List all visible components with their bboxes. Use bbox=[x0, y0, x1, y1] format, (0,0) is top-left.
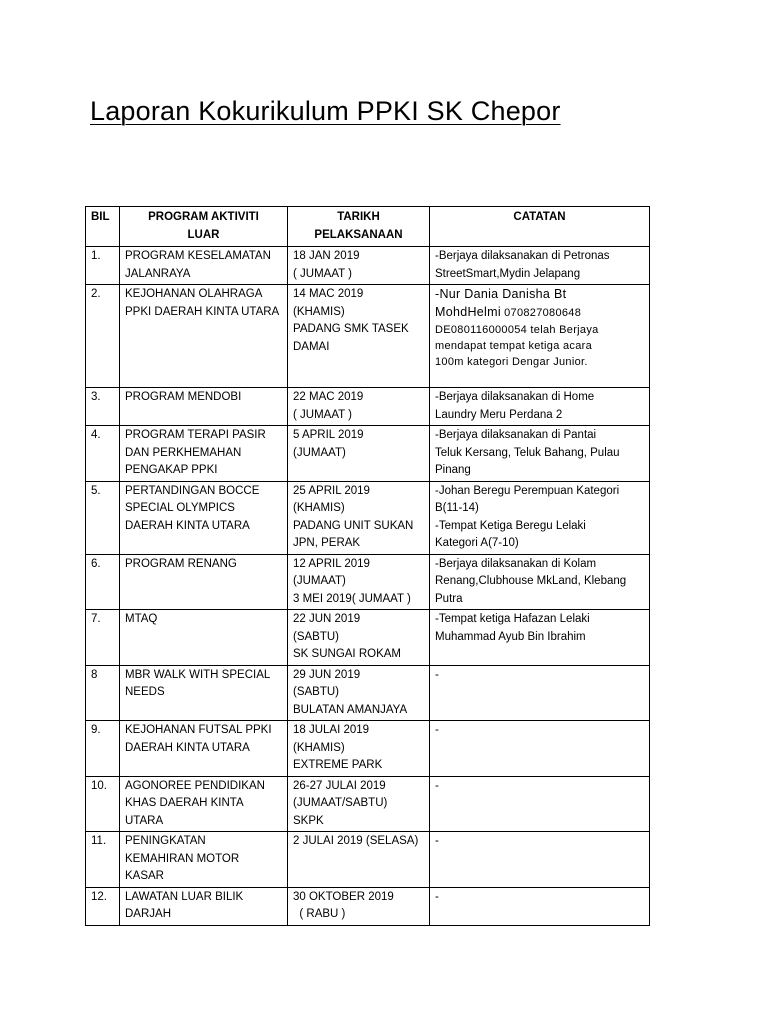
cell-line: BULATAN AMANJAYA bbox=[293, 703, 408, 716]
table-row bbox=[86, 247, 650, 285]
cell-program bbox=[120, 887, 288, 925]
cell-line: PADANG UNIT SUKAN bbox=[293, 519, 414, 532]
cell-line: SKPK bbox=[293, 814, 324, 827]
cell-line: PENGAKAP PPKI bbox=[125, 464, 218, 476]
table-header-row bbox=[86, 207, 650, 247]
cell-line: ( JUMAAT ) bbox=[293, 408, 352, 421]
cell-bil: 3. bbox=[86, 388, 120, 426]
cell-program bbox=[120, 481, 288, 554]
cell-tarikh bbox=[288, 887, 430, 925]
cell-program bbox=[120, 721, 288, 777]
cell-line: PROGRAM KESELAMATAN bbox=[125, 250, 271, 262]
cell-catatan bbox=[430, 610, 650, 666]
cell-line: LAWATAN LUAR BILIK bbox=[125, 890, 244, 903]
cell-line: KHAS DAERAH KINTA bbox=[125, 797, 244, 809]
cell-line: JPN, PERAK bbox=[293, 537, 361, 549]
cell-line: ( RABU ) bbox=[293, 908, 346, 920]
cell-line: PADANG SMK TASEK bbox=[293, 323, 409, 335]
cell-catatan bbox=[430, 426, 650, 482]
table-row bbox=[86, 481, 650, 554]
cell-line: (KHAMIS) bbox=[293, 741, 345, 754]
table-row bbox=[86, 832, 650, 888]
phone-number: 070827080648 bbox=[504, 306, 582, 319]
header-program bbox=[120, 207, 288, 247]
cell-line: DAMAI bbox=[293, 340, 330, 353]
cell-program bbox=[120, 776, 288, 832]
cell-line: 3 MEI 2019( JUMAAT ) bbox=[293, 592, 411, 605]
cell-line: -Berjaya dilaksanakan di Home bbox=[435, 391, 595, 403]
cell-program bbox=[120, 832, 288, 888]
header-program-line: LUAR bbox=[187, 228, 220, 241]
cell-bil: 4. bbox=[86, 426, 120, 482]
cell-line: KEJOHANAN OLAHRAGA bbox=[125, 288, 263, 300]
cell-line: 26-27 JULAI 2019 bbox=[293, 779, 386, 792]
header-tarikh bbox=[288, 207, 430, 247]
cell-line: Teluk Kersang, Teluk Bahang, Pulau bbox=[435, 446, 620, 459]
cell-line: EXTREME PARK bbox=[293, 759, 383, 771]
cell-line: (JUMAAT) bbox=[293, 575, 346, 587]
cell-line: (SABTU) bbox=[293, 630, 339, 643]
table-row bbox=[86, 388, 650, 426]
cell-line: StreetSmart,Mydin Jelapang bbox=[435, 267, 581, 280]
cell-line: (SABTU) bbox=[293, 686, 339, 698]
cell-line: 14 MAC 2019 bbox=[293, 288, 364, 300]
cell-line: - bbox=[435, 724, 439, 736]
cell-line: DAERAH KINTA UTARA bbox=[125, 519, 250, 532]
cell-bil: 7. bbox=[86, 610, 120, 666]
table-row bbox=[86, 665, 650, 721]
cell-line: DARJAH bbox=[125, 908, 172, 920]
table-row bbox=[86, 610, 650, 666]
cell-tarikh bbox=[288, 610, 430, 666]
cell-line: -Tempat Ketiga Beregu Lelaki bbox=[435, 519, 586, 532]
cell-line: Muhammad Ayub Bin Ibrahim bbox=[435, 630, 586, 643]
cell-catatan bbox=[430, 247, 650, 285]
cell-line: DE080116000054 telah Berjaya bbox=[435, 324, 599, 336]
cell-line: JALANRAYA bbox=[125, 267, 191, 280]
cell-program bbox=[120, 388, 288, 426]
cell-bil: 5. bbox=[86, 481, 120, 554]
cell-program bbox=[120, 610, 288, 666]
cell-line: -Tempat ketiga Hafazan Lelaki bbox=[435, 613, 590, 625]
cell-line: Putra bbox=[435, 592, 463, 605]
kokurikulum-report-table bbox=[85, 206, 650, 926]
cell-line: (KHAMIS) bbox=[293, 305, 345, 318]
cell-tarikh bbox=[288, 285, 430, 388]
cell-line: ( JUMAAT ) bbox=[293, 267, 352, 280]
cell-line: - bbox=[435, 779, 439, 792]
cell-line: 100m kategori Dengar Junior. bbox=[435, 356, 588, 368]
cell-line: PROGRAM MENDOBI bbox=[125, 391, 242, 403]
cell-line: Kategori A(7-10) bbox=[435, 537, 519, 549]
cell-line: (KHAMIS) bbox=[293, 502, 345, 514]
cell-line: 22 MAC 2019 bbox=[293, 391, 364, 403]
cell-line: PROGRAM RENANG bbox=[125, 557, 237, 570]
cell-line: 29 JUN 2019 bbox=[293, 668, 361, 681]
cell-line: Pinang bbox=[435, 464, 471, 476]
table-row bbox=[86, 554, 650, 610]
cell-line: PENINGKATAN bbox=[125, 835, 206, 847]
cell-line: -Berjaya dilaksanakan di Kolam bbox=[435, 557, 597, 570]
student-name-part: MohdHelmi bbox=[435, 304, 501, 319]
cell-tarikh bbox=[288, 776, 430, 832]
cell-line: 22 JUN 2019 bbox=[293, 613, 361, 625]
header-tarikh-line: PELAKSANAAN bbox=[314, 228, 403, 241]
table-row bbox=[86, 776, 650, 832]
cell-bil: 1. bbox=[86, 247, 120, 285]
cell-line: PROGRAM TERAPI PASIR bbox=[125, 429, 266, 441]
cell-catatan bbox=[430, 887, 650, 925]
table-row bbox=[86, 887, 650, 925]
cell-program bbox=[120, 285, 288, 388]
cell-line: 18 JULAI 2019 bbox=[293, 724, 370, 736]
cell-catatan bbox=[430, 388, 650, 426]
cell-line: Renang,Clubhouse MkLand, Klebang bbox=[435, 575, 627, 587]
cell-bil: 2. bbox=[86, 285, 120, 388]
header-bil: BIL bbox=[86, 207, 120, 247]
cell-line: 30 OKTOBER 2019 bbox=[293, 890, 394, 903]
cell-line: -Berjaya dilaksanakan di Pantai bbox=[435, 429, 597, 441]
cell-line: KEJOHANAN FUTSAL PPKI bbox=[125, 724, 272, 736]
cell-tarikh bbox=[288, 426, 430, 482]
table-row bbox=[86, 285, 650, 388]
cell-line: (JUMAAT/SABTU) bbox=[293, 797, 388, 809]
cell-catatan bbox=[430, 481, 650, 554]
cell-line: DAN PERKHEMAHAN bbox=[125, 446, 242, 459]
cell-catatan bbox=[430, 832, 650, 888]
cell-bil: 6. bbox=[86, 554, 120, 610]
cell-program bbox=[120, 247, 288, 285]
cell-line: -Nur Dania Danisha Bt bbox=[435, 287, 567, 301]
cell-tarikh bbox=[288, 832, 430, 888]
cell-bil: 12. bbox=[86, 887, 120, 925]
header-catatan: CATATAN bbox=[430, 207, 650, 247]
cell-line: SK SUNGAI ROKAM bbox=[293, 648, 401, 660]
cell-line: NEEDS bbox=[125, 686, 165, 698]
cell-line: MTAQ bbox=[125, 613, 158, 625]
cell-line: KASAR bbox=[125, 870, 164, 882]
cell-line: DAERAH KINTA UTARA bbox=[125, 741, 250, 754]
cell-bil: 10. bbox=[86, 776, 120, 832]
cell-line: 18 JAN 2019 bbox=[293, 250, 360, 262]
cell-line: B(11-14) bbox=[435, 502, 479, 514]
cell-line: AGONOREE PENDIDIKAN bbox=[125, 779, 265, 792]
cell-tarikh bbox=[288, 481, 430, 554]
cell-catatan bbox=[430, 665, 650, 721]
cell-line: - bbox=[435, 890, 439, 903]
cell-program bbox=[120, 426, 288, 482]
cell-program bbox=[120, 554, 288, 610]
cell-catatan bbox=[430, 285, 650, 388]
cell-line: (JUMAAT) bbox=[293, 446, 346, 459]
cell-tarikh bbox=[288, 554, 430, 610]
cell-line: - bbox=[435, 668, 439, 681]
cell-line bbox=[435, 304, 644, 323]
cell-line: - bbox=[435, 835, 439, 847]
cell-line: 5 APRIL 2019 bbox=[293, 429, 364, 441]
page-title: Laporan Kokurikulum PPKI SK Chepor bbox=[90, 96, 561, 126]
header-tarikh-line: TARIKH bbox=[337, 211, 380, 223]
cell-tarikh bbox=[288, 665, 430, 721]
header-program-line: PROGRAM AKTIVITI bbox=[148, 211, 259, 223]
cell-line: 25 APRIL 2019 bbox=[293, 484, 370, 497]
cell-line: 2 JULAI 2019 (SELASA) bbox=[293, 835, 419, 847]
cell-line: -Johan Beregu Perempuan Kategori bbox=[435, 484, 620, 497]
cell-line: KEMAHIRAN MOTOR bbox=[125, 852, 240, 865]
cell-catatan bbox=[430, 554, 650, 610]
cell-line: MBR WALK WITH SPECIAL bbox=[125, 668, 271, 681]
cell-line: PERTANDINGAN BOCCE bbox=[125, 484, 260, 497]
cell-bil: 11. bbox=[86, 832, 120, 888]
cell-catatan bbox=[430, 776, 650, 832]
cell-line: 12 APRIL 2019 bbox=[293, 557, 370, 570]
cell-bil: 8 bbox=[86, 665, 120, 721]
cell-line: Laundry Meru Perdana 2 bbox=[435, 408, 563, 421]
cell-line: SPECIAL OLYMPICS bbox=[125, 502, 235, 514]
cell-bil: 9. bbox=[86, 721, 120, 777]
cell-tarikh bbox=[288, 247, 430, 285]
cell-line: PPKI DAERAH KINTA UTARA bbox=[125, 305, 280, 318]
cell-program bbox=[120, 665, 288, 721]
cell-tarikh bbox=[288, 721, 430, 777]
cell-line: -Berjaya dilaksanakan di Petronas bbox=[435, 250, 610, 262]
cell-line: UTARA bbox=[125, 814, 164, 827]
cell-tarikh bbox=[288, 388, 430, 426]
table-row bbox=[86, 426, 650, 482]
table-row bbox=[86, 721, 650, 777]
cell-line: mendapat tempat ketiga acara bbox=[435, 340, 592, 352]
cell-catatan bbox=[430, 721, 650, 777]
